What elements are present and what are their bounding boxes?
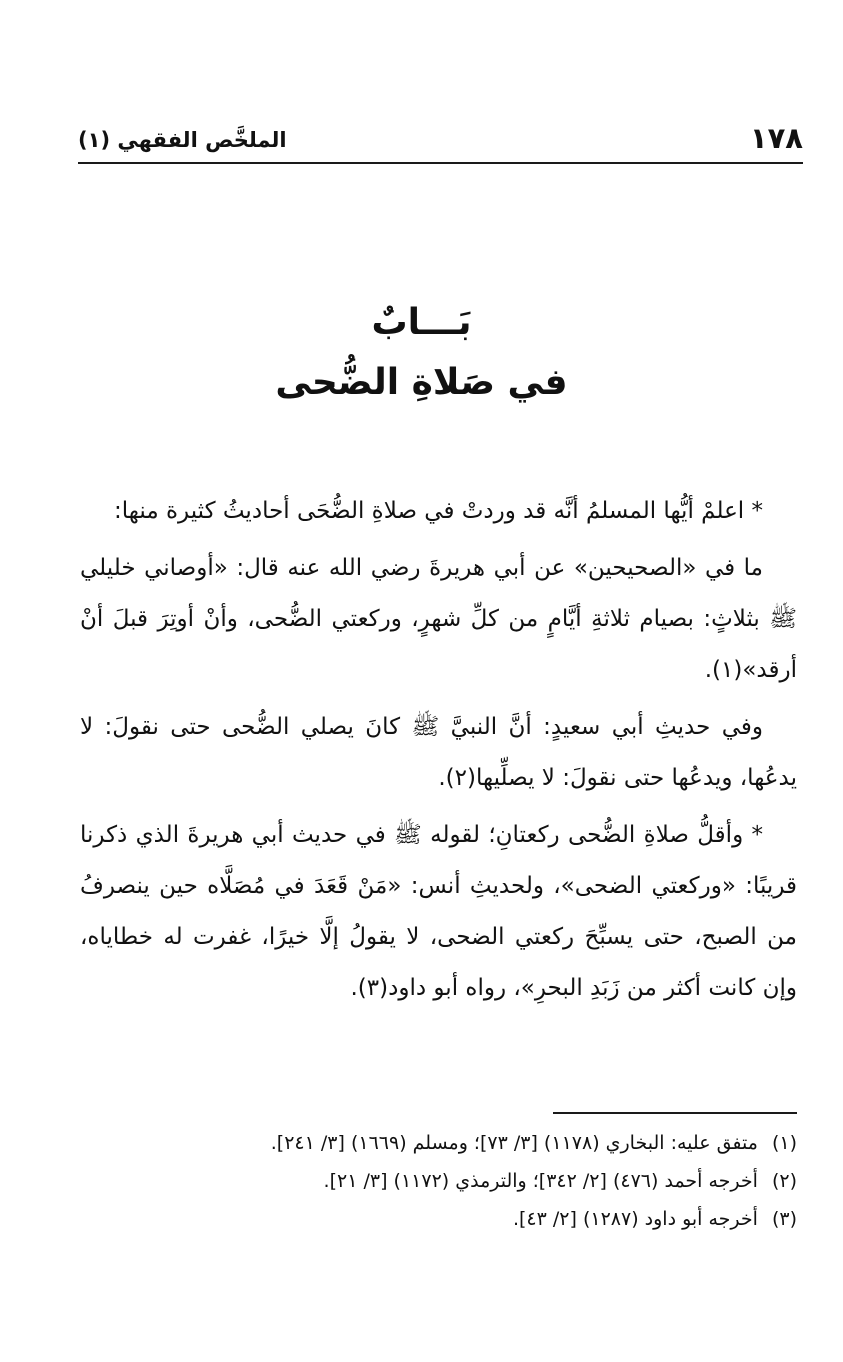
chapter-heading bbox=[0, 296, 843, 410]
footnote-number: (١) bbox=[771, 1132, 797, 1154]
chapter-title: في صَلاةِ الضُّحى bbox=[275, 362, 568, 403]
footnote-text: أخرجه أبو داود (١٢٨٧) [٢/ ٤٣]. bbox=[512, 1208, 758, 1230]
body-text bbox=[80, 486, 797, 1020]
footnote-divider bbox=[553, 1112, 797, 1114]
paragraph-abu-said-hadith: وفي حديثِ أبي سعيدٍ: أنَّ النبيَّ ﷺ كانَ يصلي الضُّحى حتى نقولَ: لا يدعُها، ويدعُها حتى نقولَ: لا يصلِّيها(٢). bbox=[80, 714, 797, 791]
footnote-3 bbox=[80, 1200, 797, 1238]
footnotes bbox=[80, 1124, 797, 1238]
book-title: الملخَّص الفقهي (١) bbox=[78, 128, 287, 152]
footnote-text: أخرجه أحمد (٤٧٦) [٢/ ٣٤٢]؛ والترمذي (١١٧٢) [٣/ ٢١]. bbox=[323, 1170, 758, 1192]
chapter-label: بَـــابٌ bbox=[371, 302, 472, 343]
paragraph-sahihain-hadith: ما في «الصحيحين» عن أبي هريرةَ رضي الله عنه قال: «أوصاني خليلي ﷺ بثلاثٍ: بصيام ثلاثةِ أيَّامٍ من كلِّ شهرٍ، وركعتي الضُّحى، وأنْ أوتِرَ قبلَ أنْ أرقد»(١). bbox=[80, 555, 797, 683]
footnote-number: (٢) bbox=[771, 1170, 797, 1192]
footnote-text: متفق عليه: البخاري (١١٧٨) [٣/ ٧٣]؛ ومسلم (١٦٦٩) [٣/ ٢٤١]. bbox=[270, 1132, 758, 1154]
paragraph-minimum-rakahs: * وأقلُّ صلاةِ الضُّحى ركعتانِ؛ لقوله ﷺ في حديث أبي هريرةَ الذي ذكرنا قريبًا: «وركعتي الضحى»، ولحديثِ أنس: «مَنْ قَعَدَ في مُصَلَّاه حين ينصرفُ من الصبح، حتى يسبِّحَ ركعتي الضحى، لا يقولُ إلَّا خيرًا، غفرت له خطاياه، وإن كانت أكثر من زَبَدِ البحرِ»، رواه أبو داود(٣). bbox=[80, 822, 797, 1001]
footnote-1 bbox=[80, 1124, 797, 1162]
running-header bbox=[78, 118, 803, 164]
footnote-2 bbox=[80, 1162, 797, 1200]
paragraph-intro: * اعلمْ أيُّها المسلمُ أنَّه قد وردتْ في صلاةِ الضُّحَى أحاديثُ كثيرة منها: bbox=[114, 498, 763, 524]
footnote-number: (٣) bbox=[771, 1208, 797, 1230]
page-number: ١٧٨ bbox=[749, 121, 803, 155]
